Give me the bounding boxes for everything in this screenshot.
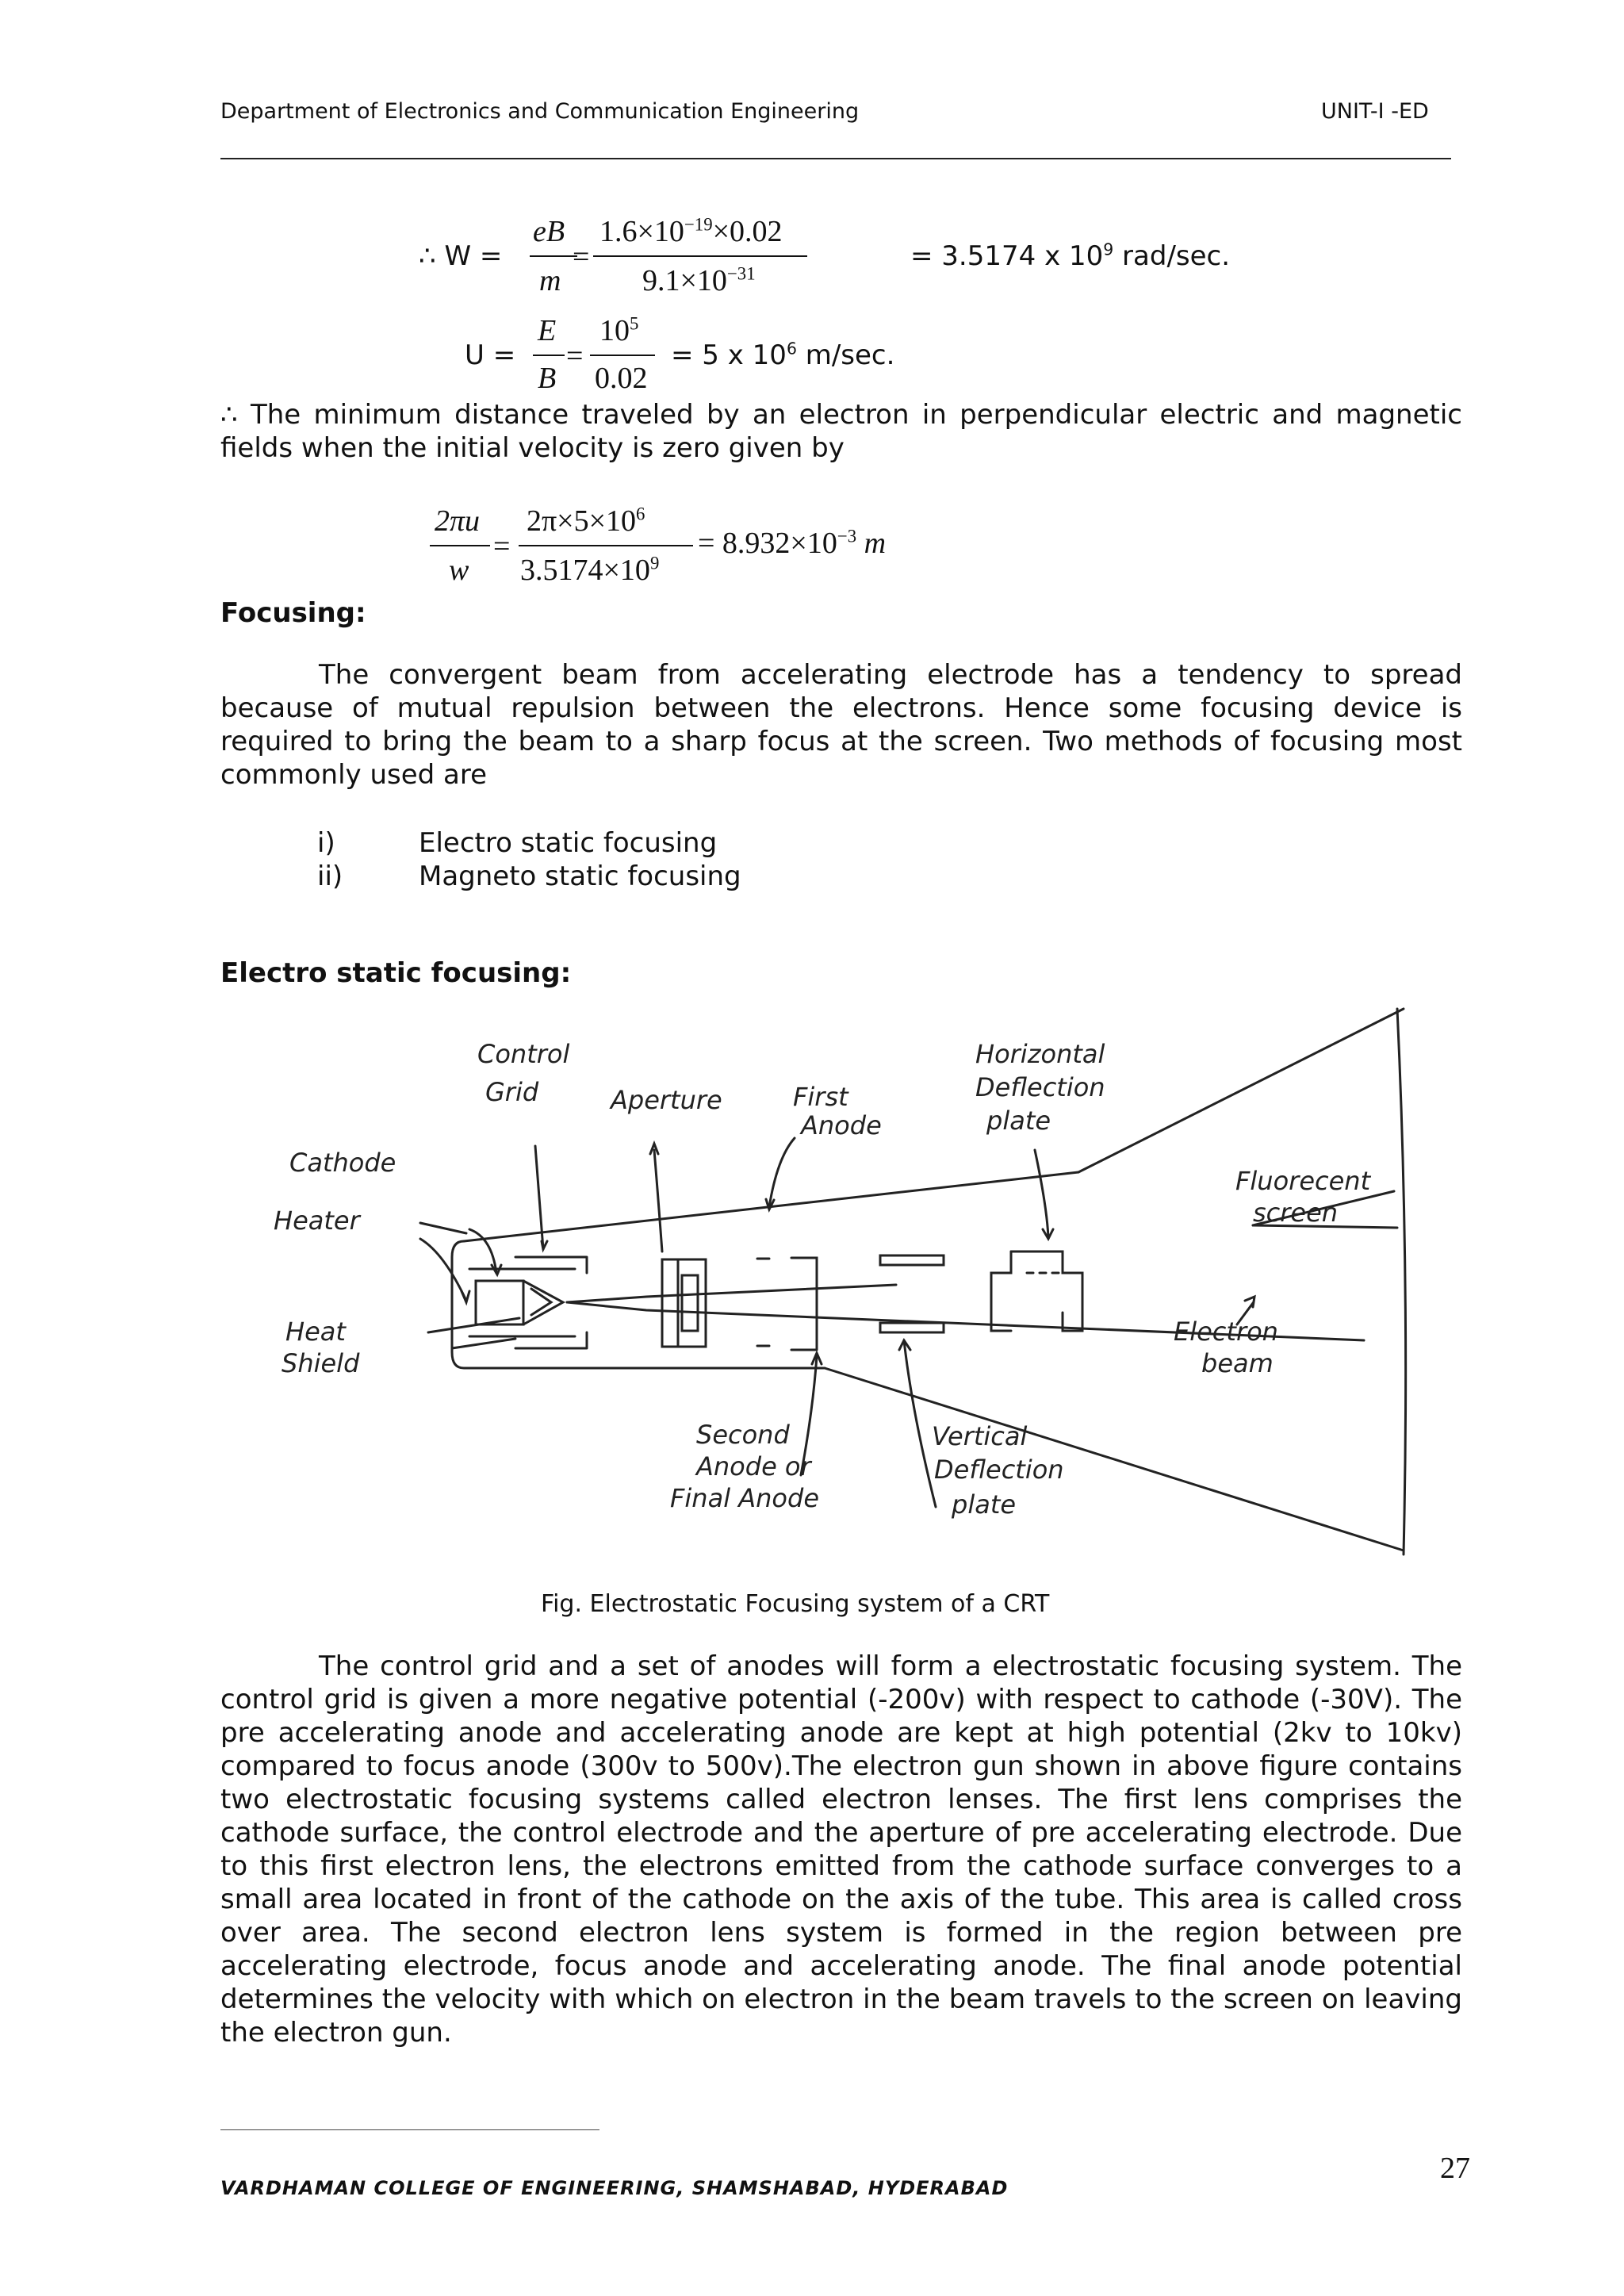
label-screen: screen [1253,1198,1339,1228]
label-deflection: Deflection [975,1072,1105,1102]
w-num2: $1.6\times 10^{-19}\times 0.02$ [599,214,783,248]
w-den: m [539,264,561,297]
u-num: E [538,314,557,347]
header-unit: UNIT-I -ED [1321,99,1429,124]
label-second: Second [696,1420,790,1450]
d-num2: $2\pi\times 5\times 10^6$ [527,504,645,538]
u-result: = 5 x $10^6$ m/sec. [671,339,895,371]
w-result: = 3.5174 x $10^9$ rad/sec. [910,240,1231,272]
label-deflection-2: Deflection [934,1455,1064,1485]
d-den2: $3.5174\times 10^9$ [520,553,660,587]
label-heat: Heat [285,1317,346,1347]
u-eq: = [566,339,584,373]
label-shield: Shield [282,1348,360,1378]
label-plate: plate [986,1106,1051,1136]
d-result: = $8.932\times 10^{-3}$ m [698,526,887,560]
tube-neck-outline [452,1241,825,1368]
electrostatic-paragraph: The control grid and a set of anodes will form a electrostatic focusing system. The control grid is given a more negative potential (-200v) with respect to cathode (-30V). The pre accelerating anode and accelerating anode are kept at high potential (2kv to 10kv) compared to focus anode (300v to 500v).The electron gun shown in above figure contains two electrostatic focusing systems called electron lenses. The first lens comprises the cathode surface, the control electrode and the aperture of pre accelerating electrode. Due to this first electron lens, the electrons emitted from the cathode surface converges to a small area located in front of the cathode on the axis of the tube. This area is called cross over area. The second electron lens system is formed in the region between pre accelerating electrode, focus anode and accelerating anode. The final anode potential determines the velocity with which on electron in the beam travels to the screen on leaving the electron gun. [220,1650,1462,2049]
w-bar2 [593,255,807,257]
method-2-label: Magneto static focusing [419,861,741,892]
u-den2: 0.02 [595,362,648,395]
u-num2: $10^5$ [599,313,639,347]
footer-college: VARDHAMAN COLLEGE OF ENGINEERING, SHAMSHABAD, HYDERABAD [220,2177,1009,2199]
w-eq: = [573,240,590,274]
label-control: Control [477,1039,570,1069]
label-fluorecent: Fluorecent [1235,1166,1371,1196]
d-eq: = [493,530,511,563]
u-bar2 [590,355,655,356]
vertical-plate-bottom [880,1323,944,1332]
w-bar [530,255,577,257]
label-anode: Anode [801,1110,882,1140]
label-plate-2: plate [952,1489,1017,1520]
u-bar [533,355,565,356]
label-cathode: Cathode [289,1148,396,1178]
tube-funnel-top [1078,1009,1404,1172]
cathode-tip [523,1281,563,1324]
method-1-num: i) [317,827,335,859]
label-anode-or: Anode or [696,1451,811,1481]
label-aperture: Aperture [611,1085,722,1115]
header-department: Department of Electronics and Communication Engineering [220,99,860,124]
label-horizontal: Horizontal [975,1039,1105,1069]
label-heater: Heater [274,1205,360,1236]
d-bar [430,545,490,546]
label-grid: Grid [485,1077,539,1107]
crt-diagram [262,999,1419,1570]
label-vertical: Vertical [932,1421,1028,1451]
horizontal-plates [1011,1251,1082,1331]
screen-line [1397,1009,1406,1554]
min-distance-text: ∴ The minimum distance traveled by an electron in perpendicular electric and magnetic fields when the initial velocity is zero given by [220,399,1462,464]
label-final-anode: Final Anode [670,1483,819,1513]
method-1-label: Electro static focusing [419,827,718,859]
w-num: eB [533,215,565,248]
focusing-heading: Focusing: [220,597,366,629]
d-bar2 [519,545,693,546]
u-den: B [538,362,557,395]
method-2-num: ii) [317,861,343,892]
w-prefix: ∴ W = [419,240,503,272]
d-num: 2πu [435,504,481,538]
figure-caption: Fig. Electrostatic Focusing system of a CRT [541,1590,1050,1618]
label-electron: Electron [1174,1317,1278,1347]
header-rule [220,158,1451,159]
vertical-plate-top [880,1255,944,1265]
w-den2: $9.1\times 10^{-31}$ [642,263,756,297]
u-prefix: U = [465,339,516,371]
footnote-rule [220,2129,599,2130]
d-den: w [449,554,469,587]
focusing-paragraph: The convergent beam from accelerating electrode has a tendency to spread because of mutual repulsion between the electrons. Hence some focusing device is required to bring the beam to a sharp focus at the screen. Two methods of focusing most commonly used are [220,659,1462,791]
electron-beam [567,1285,896,1302]
page-number: 27 [1440,2152,1470,2185]
label-beam: beam [1201,1348,1274,1378]
label-first: First [793,1082,848,1112]
electrostatic-heading: Electro static focusing: [220,957,572,989]
